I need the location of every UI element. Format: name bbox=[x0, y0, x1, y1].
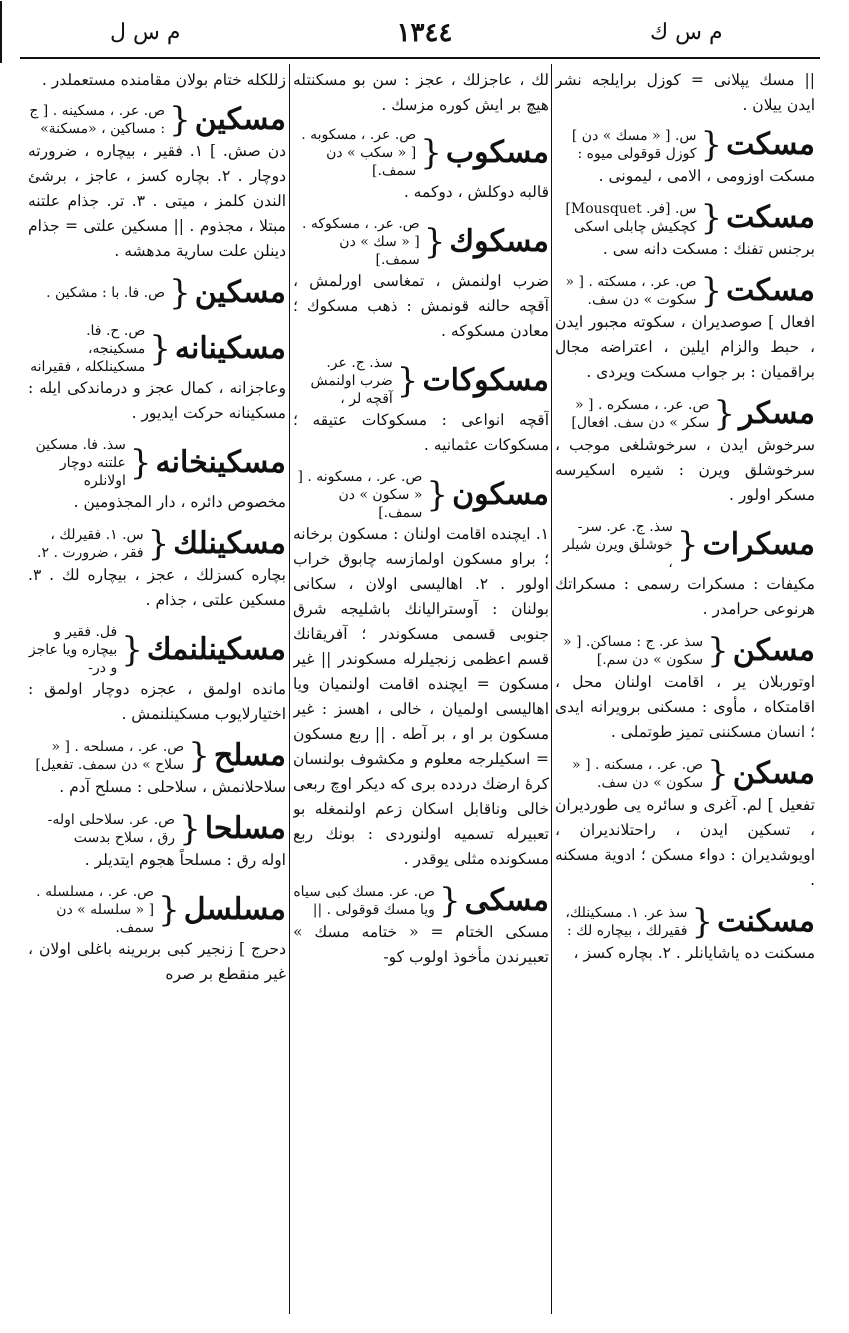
header-right-letters: م س ك bbox=[650, 20, 723, 45]
entry-body: دن صش. ] ١. فقير ، بيچاره ، ضرورته دوچار . ٢. بچاره كسز ، عاجز ، برشئ الندن كلمز ، ميتى . ٣. تر. جذام علتنه مبتلا ، مجذوم . || مسكين علتى = جذام دينلن علت سارية مدهشه . bbox=[28, 142, 286, 260]
brace: { bbox=[426, 475, 449, 515]
brace: { bbox=[713, 394, 736, 434]
brace: { bbox=[188, 736, 210, 776]
grammar-note: ص. عر. ، مسكينه . [ ج : مساكين ، «مسكنة» bbox=[29, 103, 166, 137]
entry-body: برجنس تفنك : مسكت دانه سى . bbox=[602, 240, 815, 258]
headword: مسكينلك bbox=[173, 526, 286, 561]
brace: { bbox=[169, 100, 191, 140]
brace: { bbox=[691, 902, 714, 942]
grammar-note: ص. عر. سلاحلى اوله- رق ، سلاح بدست bbox=[47, 812, 176, 846]
grammar-note: ص. عر. ، مسلحه . [ « سلاح » دن سمف. تفعيل] bbox=[35, 739, 185, 773]
brace: { bbox=[423, 222, 446, 262]
dictionary-entry bbox=[555, 755, 815, 893]
grammar-note: ص. عر. ، مسكونه . [ « سكون » دن سمف.] bbox=[297, 469, 423, 521]
column-lead-text: زللكله ختام بولان مقامنده مستعملدر . bbox=[41, 71, 286, 89]
entry-body: اوله رق : مسلحاً هجوم ايتديلر . bbox=[84, 851, 286, 869]
grammar-note: س. ١. فقيرلك ، فقر ، ضرورت . ٢. bbox=[37, 527, 144, 561]
entry-body: ضرب اولنمش ، تمغاسى اورلمش ، آقچه حالنه قونمش : ذهب مسكوك ؛ معادن مسكوكه . bbox=[293, 272, 549, 340]
headword: مسكت bbox=[726, 127, 815, 162]
brace: { bbox=[700, 271, 723, 311]
dictionary-entry bbox=[28, 101, 286, 264]
header-rule bbox=[20, 57, 820, 59]
headword: مسكوكات bbox=[422, 363, 549, 398]
dictionary-entry bbox=[28, 436, 286, 515]
entry-body: اوتوربلان ير ، اقامت اولنان محل ، اقامتكاه ، مأوى : مسكنى برويرانه ايدى ؛ انسان مسكننى تميز طوتملى . bbox=[555, 673, 815, 741]
headword: مسكت bbox=[726, 273, 815, 308]
brace: { bbox=[179, 809, 201, 849]
dictionary-entry bbox=[555, 903, 815, 966]
entry-body: دحرج ] زنجير كبى بربرينه باغلى اولان ، غير منقطع بر صره bbox=[28, 940, 286, 983]
grammar-note: سذ. فا. مسكين علتنه دوچار اولانلره bbox=[35, 437, 126, 489]
entry-body: سلاحلانمش ، سلاحلى : مسلح آدم . bbox=[59, 778, 286, 796]
grammar-note: ص. عر. ، مسكره . [ « سكر » دن سف. افعال] bbox=[571, 397, 710, 431]
headword: مسلحا bbox=[204, 811, 286, 846]
entry-body: مخصوص دائره ، دار المجذومين . bbox=[73, 493, 286, 511]
column-divider-right bbox=[551, 64, 552, 1314]
entry-body: سرخوش ايدن ، سرخوشلغى موجب ، سرخوشلق ويرن : شيره اسكيرسه مسكر اولور . bbox=[555, 436, 815, 504]
grammar-note: سذ عر. ١. مسكينلك، فقيرلك ، بيچاره لك : bbox=[565, 905, 688, 939]
headword: مسكن bbox=[732, 633, 815, 668]
dictionary-entry bbox=[28, 810, 286, 873]
headword: مسكنت bbox=[717, 904, 815, 939]
page-number: ١٣٤٤ bbox=[396, 18, 453, 48]
brace: { bbox=[169, 273, 191, 313]
grammar-note: ص. عر. مسك كبى سياه ويا مسك قوقولى . || bbox=[293, 884, 435, 918]
dictionary-entry bbox=[293, 882, 549, 970]
headword: مسكى bbox=[464, 883, 549, 918]
column-lead-text: لك ، عاجزلك ، عجز : سن بو مسكنتله هيچ بر ايش كوره مزسك . bbox=[293, 71, 549, 114]
entry-body: ١. ايچنده اقامت اولنان : مسكون برخانه ؛ براو مسكون اولمازسه چابوق خراب اولور . ٢. اهاليسى اولان ، سكانى بولنان : آوستراليانك باشليجه شرق جنوبى قسمى مسكوندر ؛ آفريقانك قسم اعظمى زنجيلرله مسكوندر || غير مسكون = ايچنده اقامت اولنميان ويا اهاليسى اولميان ، خالى ، اهسز : غير مسكون بر او ، بر آطه . || ربع مسكون = اسكيلرجه معلوم و مكشوف بولنسان كرهٔ ارضك دردده برى كه ديكر اوچ ربعى خالى وناقابل اسكان زعم اولنمغله بو تعبيرله تسميه اولنوردى : بونك ربع مسكونده مثلى يوقدر . bbox=[293, 525, 549, 868]
headword: مسكرات bbox=[702, 527, 815, 562]
brace: { bbox=[121, 630, 143, 670]
column-left bbox=[28, 68, 286, 1308]
header-left-letters: م س ل bbox=[110, 20, 181, 45]
entry-body: آقچه انواعى : مسكوكات عتيقه ؛ مسكوكات عثمانيه . bbox=[293, 411, 549, 454]
grammar-note: س. [فر. Mousquet] كچكيش چابلى اسكى bbox=[565, 201, 697, 235]
dictionary-entry bbox=[555, 395, 815, 508]
brace: { bbox=[420, 133, 442, 173]
dictionary-entry bbox=[293, 468, 549, 872]
dictionary-entry bbox=[293, 215, 549, 344]
grammar-note: ص. عر. ، مسكته . [ « سكوت » دن سف. bbox=[565, 274, 697, 308]
dictionary-entry bbox=[293, 126, 549, 205]
entry-body: بچاره كسزلك ، عجز ، بيچاره لك . ٣. مسكين علتى ، جذام . bbox=[28, 566, 286, 609]
grammar-note: ص. عر. ، مسلسله . [ « سلسله » دن سمف. bbox=[36, 884, 155, 936]
grammar-note: سذ. ج. عر. سر- خوشلق ويرن شيلر ، bbox=[563, 519, 673, 571]
brace: { bbox=[700, 125, 723, 165]
headword: مسلح bbox=[213, 738, 286, 773]
brace: { bbox=[707, 631, 729, 671]
entry-body: مسكى الختام = « ختامه مسك » تعبيرندن مأخوذ اولوب كو- bbox=[293, 923, 549, 966]
dictionary-entry bbox=[555, 126, 815, 189]
entry-body: مكيفات : مسكرات رسمى : مسكراتك هرنوعى حرامدر . bbox=[555, 575, 815, 618]
grammar-note: ص. عر. ، مسكنه . [ « سكون » دن سف. bbox=[572, 757, 704, 791]
grammar-note: ص. عر. ، مسكوبه . [ « سكب » دن سمف.] bbox=[301, 127, 417, 179]
headword: مسكن bbox=[732, 756, 815, 791]
headword: مسكر bbox=[739, 396, 815, 431]
brace: { bbox=[149, 329, 171, 369]
dictionary-entry bbox=[28, 883, 286, 987]
brace: { bbox=[158, 890, 180, 930]
column-middle bbox=[293, 68, 549, 1308]
headword: مسكين bbox=[194, 275, 286, 310]
entry-body: مانده اولمق ، عجزه دوچار اولمق : اختيارلايوب مسكينلنمش . bbox=[28, 680, 286, 723]
headword: مسلسل bbox=[183, 892, 286, 927]
headword: مسكينخانه bbox=[155, 445, 286, 480]
page-header bbox=[0, 0, 849, 58]
headword: مسكون bbox=[452, 477, 549, 512]
headword: مسكوب bbox=[445, 135, 549, 170]
brace: { bbox=[438, 881, 461, 921]
dictionary-entry bbox=[555, 632, 815, 745]
grammar-note: فل. فقير و بيچاره ويا عاجز و در- bbox=[28, 624, 118, 676]
dictionary-entry bbox=[28, 737, 286, 800]
headword: مسكينلنمك bbox=[146, 632, 286, 667]
dictionary-entry bbox=[28, 525, 286, 613]
dictionary-entry bbox=[28, 623, 286, 727]
entry-body: مسكت اوزومى ، الامى ، ليمونى . bbox=[598, 167, 815, 185]
column-lead-text: || مسك يپلانى = كوزل برايلجه نشر ايدن ييلان . bbox=[555, 71, 815, 114]
column-divider-left bbox=[289, 64, 290, 1314]
grammar-note: ص. عر. ، مسكوكه . [ « سك » دن سمف.] bbox=[301, 216, 420, 268]
entry-body: افعال ] صوصديران ، سكوته مجبور ايدن ، حبط والزام ايلين ، اعتراضه مجال براقميان : بر جواب مسكت ويردى . bbox=[555, 313, 815, 381]
brace: { bbox=[147, 524, 170, 564]
headword: مسكينانه bbox=[174, 331, 286, 366]
grammar-note: س. [ « مسك » دن ] كوزل قوقولى ميوه : bbox=[571, 128, 697, 162]
grammar-note: ص. ح. فا. مسكينجه، مسكينلكله ، فقيرانه bbox=[30, 323, 146, 375]
dictionary-entry bbox=[28, 322, 286, 426]
grammar-note: سذ. ج. عر. ضرب اولنمش آقچه لر ، bbox=[310, 355, 393, 407]
brace: { bbox=[129, 443, 152, 483]
entry-body: مسكنت ده ياشايانلر . ٢. بچاره كسز ، bbox=[573, 944, 815, 962]
entry-body: قالبه دوكلش ، دوكمه . bbox=[403, 183, 549, 201]
entry-body: تفعيل ] لم. آغرى و سائره يى طورديران ، تسكين ايدن ، راحتلانديران ، اويوشديران : دواء مسكن ؛ ادوية مسكنه . bbox=[555, 796, 815, 889]
brace: { bbox=[676, 525, 699, 565]
headword: مسكوك bbox=[449, 224, 549, 259]
dictionary-entry bbox=[555, 518, 815, 622]
headword: مسكين bbox=[194, 102, 286, 137]
entry-body: وعاجزانه ، كمال عجز و درماندكى ايله : مسكينانه حركت ايديور . bbox=[28, 379, 286, 422]
brace: { bbox=[707, 754, 729, 794]
brace: { bbox=[700, 198, 723, 238]
column-right bbox=[555, 68, 815, 1308]
headword: مسكت bbox=[726, 200, 815, 235]
dictionary-entry bbox=[555, 199, 815, 262]
dictionary-entry bbox=[555, 272, 815, 385]
grammar-note: ص. فا. با : مشكين . bbox=[46, 285, 166, 301]
brace: { bbox=[396, 361, 419, 401]
dictionary-entry bbox=[28, 274, 286, 312]
grammar-note: سذ عر. ج : مساكن. [ « سكون » دن سم.] bbox=[562, 634, 704, 668]
dictionary-entry bbox=[293, 354, 549, 458]
